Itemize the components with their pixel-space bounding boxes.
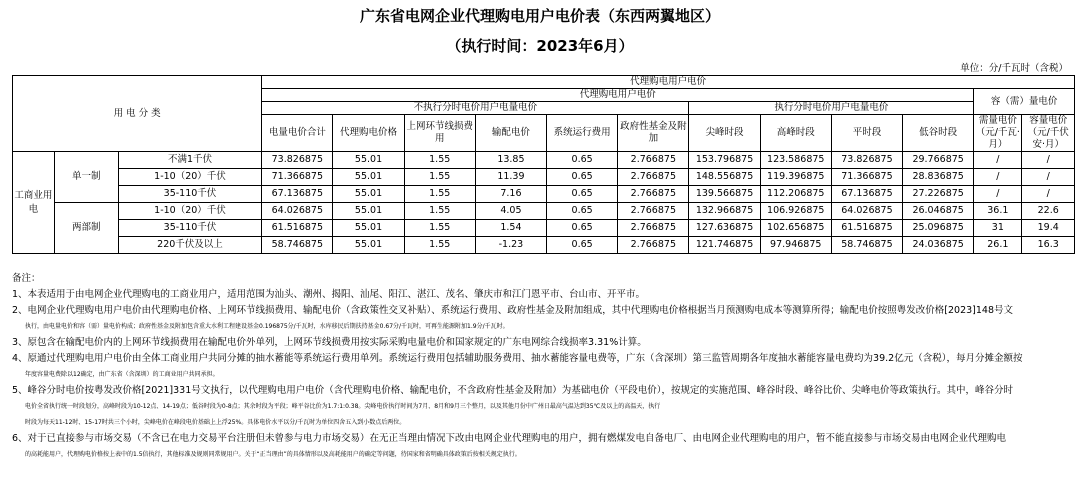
note-2: 2、电网企业代理购电用户电价由代理购电价格、上网环节线损费用、输配电价（含政策性交叉补贴）、系统运行费用、政府性基金及附加组成，其中代理购电价格根据当月预测购电成本等测算所得；输配电价按照粤发改价格[2023]148号文 xyxy=(12,305,1014,316)
table-cell: 102.656875 xyxy=(760,220,831,237)
table-cell: 24.036875 xyxy=(903,237,974,254)
table-cell: 19.4 xyxy=(1022,220,1075,237)
notes-title: 备注： xyxy=(12,273,41,284)
table-cell: 2.766875 xyxy=(618,220,689,237)
table-cell: 127.636875 xyxy=(689,220,760,237)
table-cell: 73.826875 xyxy=(831,152,902,169)
table-cell: / xyxy=(1022,169,1075,186)
table-cell: 1.55 xyxy=(404,169,475,186)
note-3: 3、原包含在输配电价内的上网环节线损费用在输配电价外单列，上网环节线损费用按实际采购电量电价和国家规定的广东电网综合线损率3.31%计算。 xyxy=(12,337,647,348)
col-header: 尖峰时段 xyxy=(689,115,760,152)
note-6: 6、对于已直接参与市场交易（不含已在电力交易平台注册但未曾参与电力市场交易）在无正当理由情况下改由电网企业代理购电的用户，拥有燃煤发电自备电厂、由电网企业代理购电的用户，暂不能直接参与市场交易由电网企业代理购电 xyxy=(12,433,1007,444)
table-cell: 22.6 xyxy=(1022,203,1075,220)
table-cell: / xyxy=(1022,186,1075,203)
col-header: 容量电价（元/千伏安·月） xyxy=(1022,115,1075,152)
sub-category: 两部制 xyxy=(54,203,118,254)
agent-price-header: 代理购电用户电价 xyxy=(262,76,1075,89)
table-cell: 55.01 xyxy=(333,203,404,220)
table-row xyxy=(13,186,1075,203)
table-cell: / xyxy=(974,169,1022,186)
voltage-level: 35-110千伏 xyxy=(118,186,261,203)
table-cell: 112.206875 xyxy=(760,186,831,203)
table-cell: 25.096875 xyxy=(903,220,974,237)
table-cell: 61.516875 xyxy=(831,220,902,237)
col-header: 需量电价（元/千瓦·月） xyxy=(975,115,1020,150)
table-cell: 73.826875 xyxy=(262,152,333,169)
note-2-continued: 执行，由电量电价和容（需）量电价构成；政府性基金及附加包含重大水利工程建设基金0.196875分/千瓦时，水库移民后期扶持基金0.67分/千瓦时，可再生能源附加1.9分/千瓦时。 xyxy=(25,323,509,330)
voltage-level: 1-10（20）千伏 xyxy=(118,203,261,220)
col-header: 高峰时段 xyxy=(760,115,831,152)
table-cell: 1.54 xyxy=(475,220,546,237)
table-cell: 153.796875 xyxy=(689,152,760,169)
table-cell: 1.55 xyxy=(404,203,475,220)
table-cell: 148.556875 xyxy=(689,169,760,186)
table-cell: 11.39 xyxy=(475,169,546,186)
table-cell: 0.65 xyxy=(547,152,618,169)
note-5-continued: 时段为每天11-12时、15-17时共三个小时，尖峰电价在峰段电价基础上上浮25%。具体电价水平以分/千瓦时为单位四舍五入到小数点后两位。 xyxy=(25,419,406,426)
page-subtitle: （执行时间：2023年6月） xyxy=(446,37,634,55)
unit-label: 单位：分/千瓦时（含税） xyxy=(960,63,1068,74)
col-header: 政府性基金及附加 xyxy=(618,115,689,152)
table-cell: 26.1 xyxy=(974,237,1022,254)
table-cell: 2.766875 xyxy=(618,237,689,254)
col-header: 平时段 xyxy=(831,115,902,152)
non-tou-header: 不执行分时电价用户电量电价 xyxy=(262,102,689,115)
table-cell: 0.65 xyxy=(547,203,618,220)
col-header: 电量电价合计 xyxy=(262,115,333,152)
col-header: 输配电价 xyxy=(475,115,546,152)
price-table xyxy=(12,75,1075,254)
table-cell: 0.65 xyxy=(547,220,618,237)
table-cell: 0.65 xyxy=(547,186,618,203)
note-4: 4、原通过代理购电用户电价由全体工商业用户共同分摊的抽水蓄能等系统运行费用单列。系统运行费用包括辅助服务费用、抽水蓄能容量电费等，广东（含深圳）第三监管周期各年度抽水蓄能容量电费均为39.2亿元（含税），每月分摊金额按 xyxy=(12,353,1023,364)
group-label: 工商业用电 xyxy=(13,152,55,254)
table-cell: 36.1 xyxy=(974,203,1022,220)
col-header: 代理购电价格 xyxy=(333,115,404,152)
table-cell: 2.766875 xyxy=(618,169,689,186)
table-row xyxy=(13,237,1075,254)
table-cell: 29.766875 xyxy=(903,152,974,169)
table-cell: 26.046875 xyxy=(903,203,974,220)
table-row xyxy=(13,169,1075,186)
table-cell: 0.65 xyxy=(547,237,618,254)
table-cell: 4.05 xyxy=(475,203,546,220)
table-cell: 1.55 xyxy=(404,220,475,237)
table-cell: 64.026875 xyxy=(262,203,333,220)
voltage-level: 35-110千伏 xyxy=(118,220,261,237)
table-cell: 55.01 xyxy=(333,186,404,203)
table-cell: 97.946875 xyxy=(760,237,831,254)
table-row xyxy=(13,220,1075,237)
voltage-level: 220千伏及以上 xyxy=(118,237,261,254)
note-4-continued: 年度容量电费除以12确定，由广东省（含深圳）的工商业用户共同承担。 xyxy=(25,371,219,378)
table-cell: 1.55 xyxy=(404,237,475,254)
table-cell: 0.65 xyxy=(547,169,618,186)
table-cell: 121.746875 xyxy=(689,237,760,254)
tou-header: 执行分时电价用户电量电价 xyxy=(689,102,974,115)
table-cell: 64.026875 xyxy=(831,203,902,220)
note-6-continued: 的高耗能用户，代理购电价格按上表中的1.5倍执行，其他标准及规则同常规用户。关于“正当理由”的具体情形以及高耗能用户的确定等问题，待国家和省明确具体政策后按相关规定执行。 xyxy=(25,451,521,458)
table-cell: 7.16 xyxy=(475,186,546,203)
table-cell: 58.746875 xyxy=(831,237,902,254)
table-row xyxy=(13,203,1075,220)
table-row xyxy=(13,152,1075,169)
notes-section xyxy=(12,271,1072,463)
table-cell: 67.136875 xyxy=(262,186,333,203)
table-cell: 61.516875 xyxy=(262,220,333,237)
table-cell: 55.01 xyxy=(333,237,404,254)
col-header: 上网环节线损费用 xyxy=(404,115,475,152)
table-cell: 58.746875 xyxy=(262,237,333,254)
note-5-continued: 电价全省执行统一时段划分，高峰时段为10-12点、14-19点；低谷时段为0-8点；其余时段为平段；峰平谷比价为1.7:1:0.38。尖峰电价执行时间为7月、8月和9月三个整月，以及其他月份中广州日最高气温达到35℃及以上的高温天，执行 xyxy=(25,403,661,410)
table-cell: / xyxy=(974,186,1022,203)
table-cell: 67.136875 xyxy=(831,186,902,203)
capacity-header: 容（需）量电价 xyxy=(974,89,1075,115)
table-cell: 119.396875 xyxy=(760,169,831,186)
table-cell: 31 xyxy=(974,220,1022,237)
table-cell: / xyxy=(974,152,1022,169)
table-cell: 139.566875 xyxy=(689,186,760,203)
table-cell: 55.01 xyxy=(333,220,404,237)
sub-category: 单一制 xyxy=(54,152,118,203)
col-header: 系统运行费用 xyxy=(547,115,618,152)
note-1: 1、本表适用于由电网企业代理购电的工商业用户，适用范围为汕头、潮州、揭阳、汕尾、阳江、湛江、茂名、肇庆市和江门恩平市、台山市、开平市。 xyxy=(12,289,646,300)
table-cell: 2.766875 xyxy=(618,203,689,220)
table-cell: 13.85 xyxy=(475,152,546,169)
table-cell: 55.01 xyxy=(333,152,404,169)
table-cell: 2.766875 xyxy=(618,186,689,203)
table-cell: / xyxy=(1022,152,1075,169)
note-5: 5、峰谷分时电价按粤发改价格[2021]331号文执行，以代理购电用户电价（含代理购电价格、输配电价，不含政府性基金及附加）为基础电价（平段电价），按规定的实施范围、峰谷时段、峰谷比价、尖峰电价等政策执行。其中，峰谷分时 xyxy=(12,385,1014,396)
table-cell: 71.366875 xyxy=(262,169,333,186)
voltage-level: 不满1千伏 xyxy=(118,152,261,169)
table-cell: 16.3 xyxy=(1022,237,1075,254)
table-cell: 71.366875 xyxy=(831,169,902,186)
voltage-level: 1-10（20）千伏 xyxy=(118,169,261,186)
col-header: 低谷时段 xyxy=(903,115,974,152)
table-cell: 28.836875 xyxy=(903,169,974,186)
category-header: 用 电 分 类 xyxy=(13,76,262,152)
table-cell: 123.586875 xyxy=(760,152,831,169)
page-title: 广东省电网企业代理购电用户电价表（东西两翼地区） xyxy=(359,7,720,25)
table-cell: 1.55 xyxy=(404,152,475,169)
table-cell: -1.23 xyxy=(475,237,546,254)
agent-price-subheader: 代理购电用户电价 xyxy=(262,89,974,102)
table-cell: 27.226875 xyxy=(903,186,974,203)
table-cell: 55.01 xyxy=(333,169,404,186)
table-cell: 106.926875 xyxy=(760,203,831,220)
table-cell: 132.966875 xyxy=(689,203,760,220)
table-cell: 2.766875 xyxy=(618,152,689,169)
table-cell: 1.55 xyxy=(404,186,475,203)
